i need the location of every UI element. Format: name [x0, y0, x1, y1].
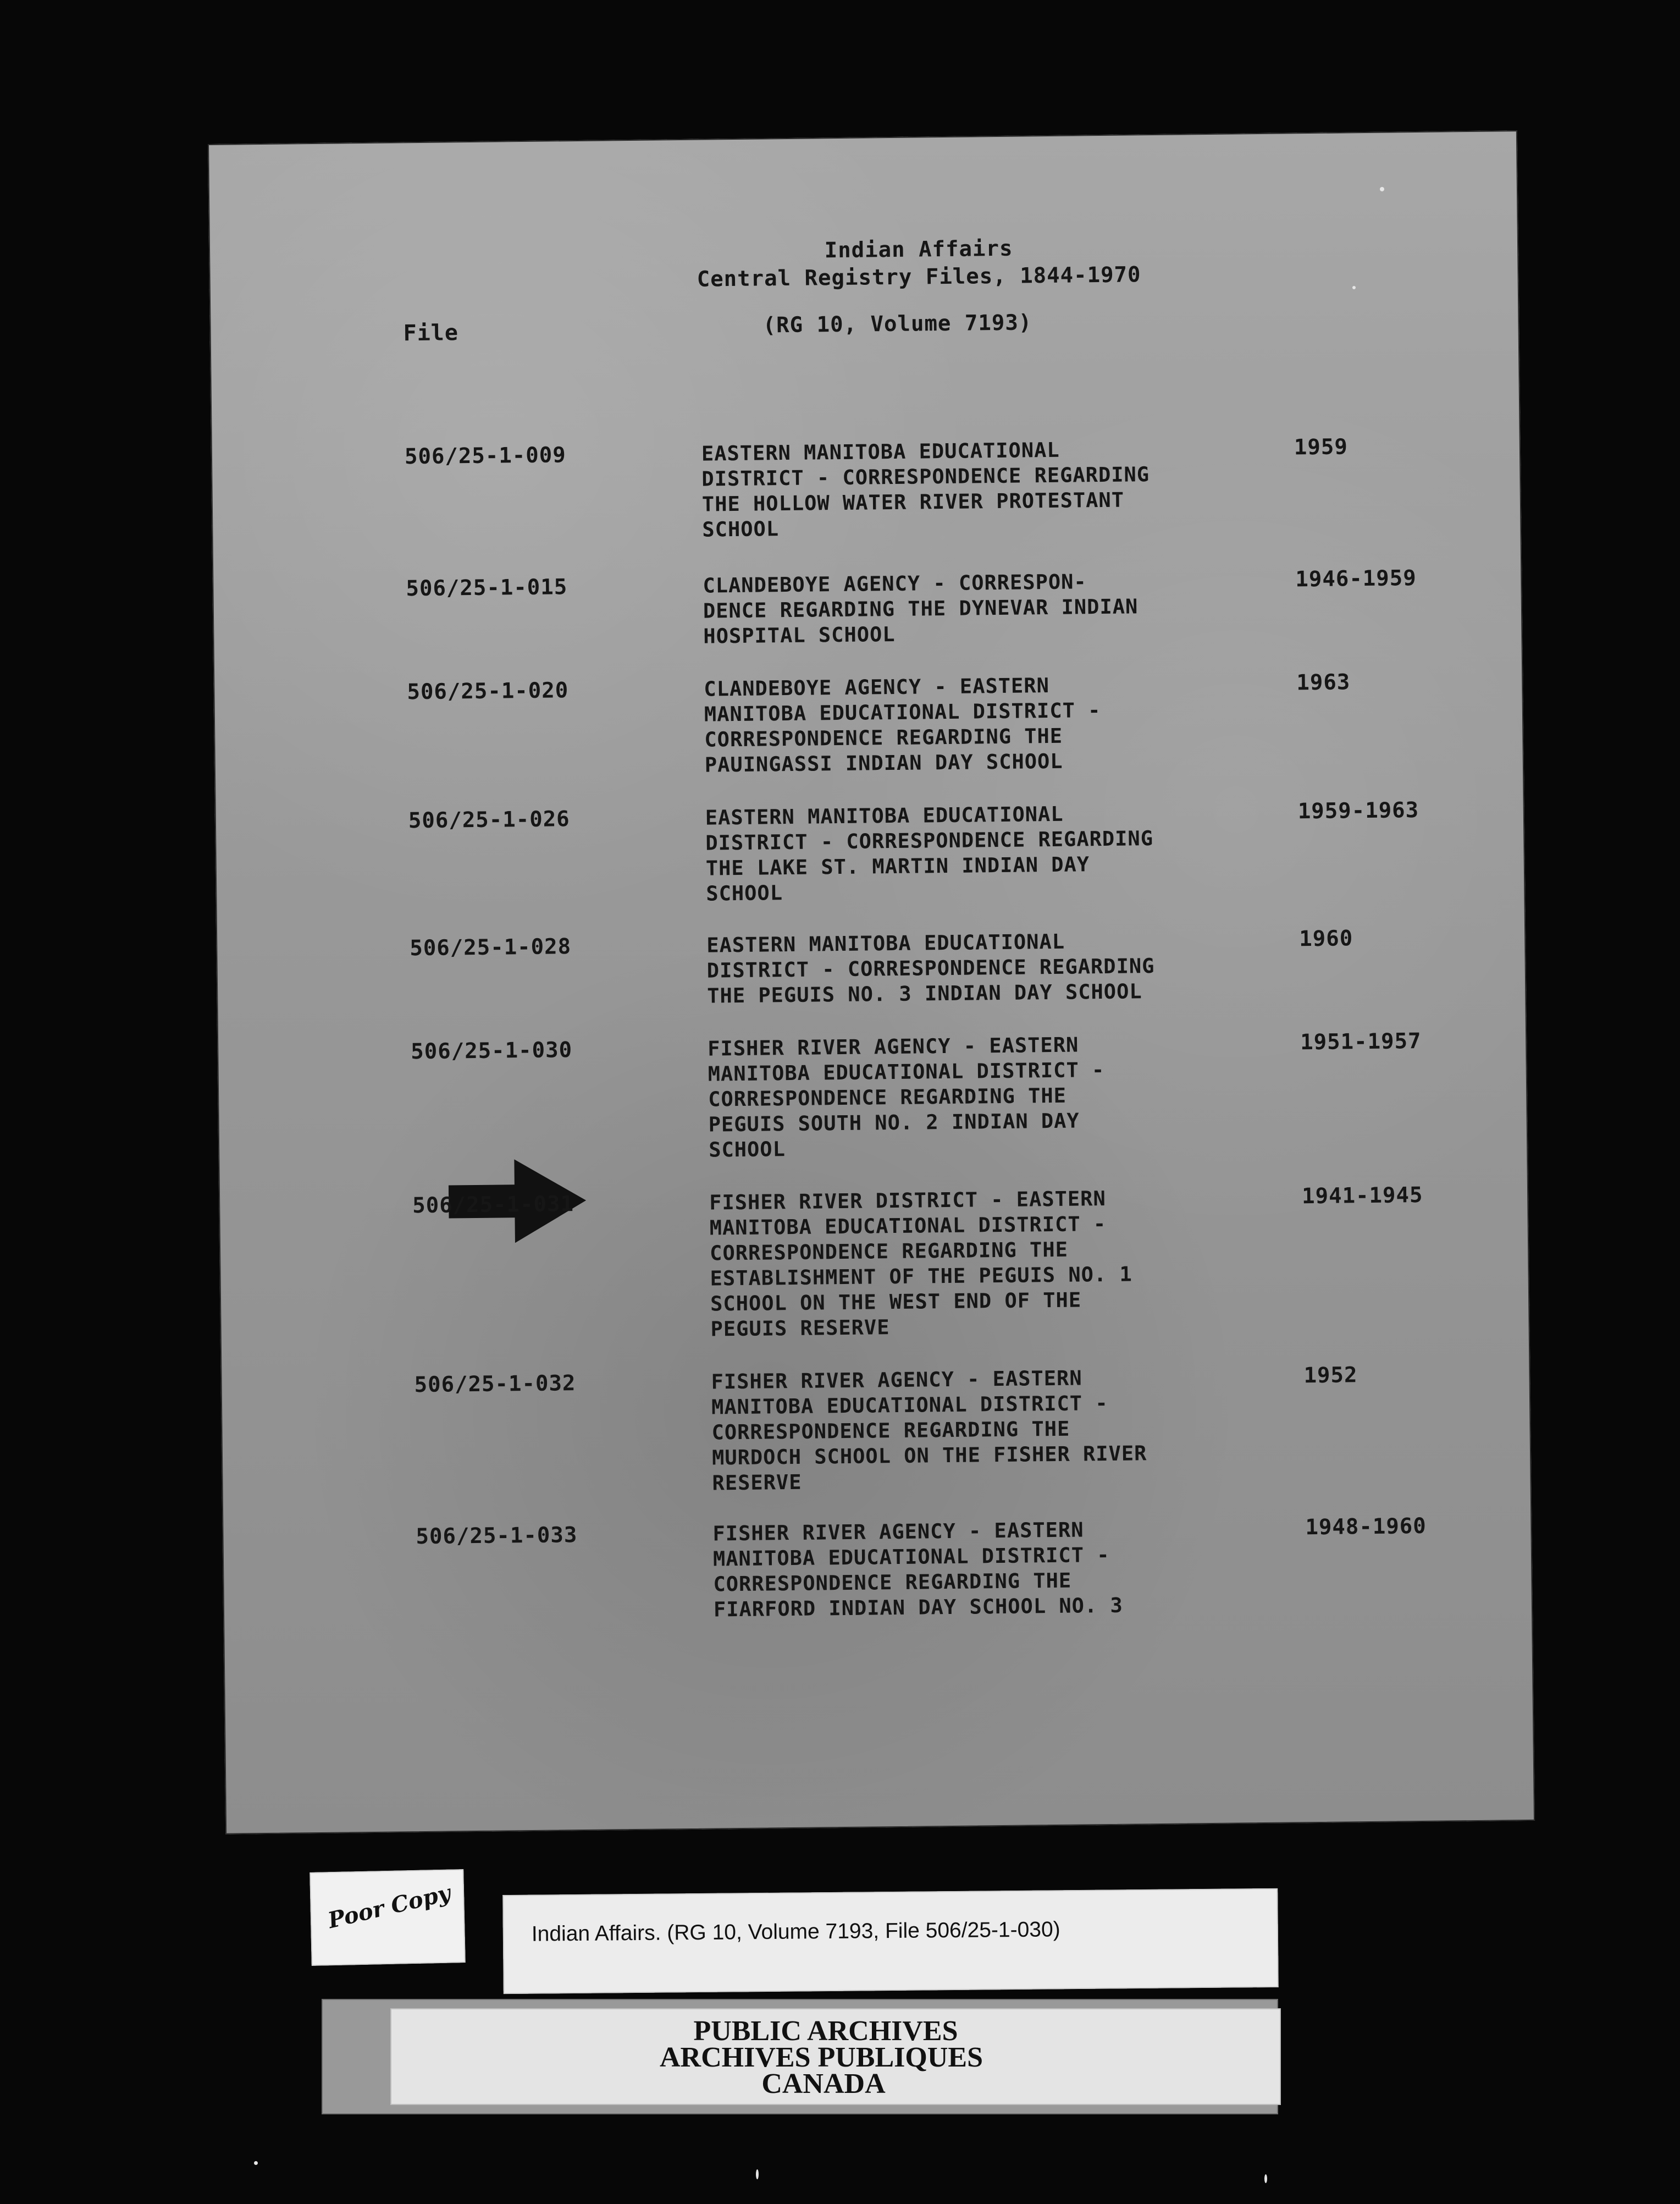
file-description	[701, 435, 1296, 542]
file-description	[704, 670, 1298, 778]
registry-entry	[213, 668, 1524, 814]
volume-reference: (RG 10, Volume 7193)	[762, 310, 1032, 338]
stamp-line-3: CANADA	[761, 2068, 886, 2100]
registry-entry	[220, 1361, 1531, 1507]
description-line: MANITOBA EDUCATIONAL DISTRICT -	[711, 1391, 1108, 1419]
handwritten-label	[310, 1869, 465, 1966]
file-description	[706, 927, 1301, 1009]
file-number: 506/25-1-028	[410, 934, 572, 961]
date-range: 1941-1945	[1301, 1182, 1423, 1209]
description-line: FISHER RIVER DISTRICT - EASTERN	[709, 1186, 1106, 1215]
description-line: RESERVE	[712, 1470, 802, 1495]
description-line: CORRESPONDENCE REGARDING THE	[708, 1083, 1067, 1111]
file-description	[705, 799, 1300, 906]
description-line: ESTABLISHMENT OF THE PEGUIS NO. 1	[710, 1262, 1132, 1291]
file-number: 506/25-1-031	[412, 1192, 574, 1219]
file-number: 506/25-1-020	[407, 678, 569, 705]
date-range: 1951-1957	[1300, 1028, 1422, 1055]
description-line: SCHOOL	[702, 517, 780, 542]
file-number: 506/25-1-033	[416, 1523, 578, 1550]
registry-entry	[215, 797, 1526, 943]
handwritten-note: Poor Copy	[325, 1880, 454, 1934]
stamp-line-1: PUBLIC ARCHIVES	[693, 2015, 958, 2047]
description-line: SCHOOL ON THE WEST END OF THE	[710, 1288, 1082, 1316]
description-line: THE HOLLOW WATER RIVER PROTESTANT	[701, 488, 1125, 516]
film-speck	[1380, 187, 1384, 191]
document-page	[208, 130, 1535, 1834]
file-description	[709, 1184, 1305, 1342]
film-speck	[254, 2161, 258, 2165]
description-line: MANITOBA EDUCATIONAL DISTRICT -	[712, 1542, 1110, 1571]
description-line: EASTERN MANITOBA EDUCATIONAL	[705, 802, 1064, 830]
file-description	[703, 567, 1297, 649]
description-line: CORRESPONDENCE REGARDING THE	[704, 724, 1063, 752]
file-number: 506/25-1-026	[408, 807, 570, 834]
description-line: THE LAKE ST. MARTIN INDIAN DAY	[705, 852, 1090, 880]
description-line: SCHOOL	[708, 1137, 786, 1162]
description-line: FISHER RIVER AGENCY - EASTERN	[708, 1033, 1079, 1061]
date-range: 1959	[1294, 434, 1349, 460]
film-speck	[756, 2169, 759, 2179]
document-title-line-2: Central Registry Files, 1844-1970	[697, 262, 1141, 292]
file-description	[708, 1030, 1302, 1162]
description-line: PAUINGASSI INDIAN DAY SCHOOL	[704, 749, 1063, 777]
description-line: MANITOBA EDUCATIONAL DISTRICT -	[708, 1058, 1105, 1086]
file-number: 506/25-1-030	[411, 1038, 573, 1065]
registry-entry	[217, 1028, 1528, 1173]
description-line: FISHER RIVER AGENCY - EASTERN	[712, 1518, 1084, 1546]
description-line: MANITOBA EDUCATIONAL DISTRICT -	[709, 1211, 1107, 1240]
description-line: THE PEGUIS NO. 3 INDIAN DAY SCHOOL	[707, 979, 1142, 1008]
description-line: FISHER RIVER AGENCY - EASTERN	[711, 1366, 1082, 1394]
film-speck	[1264, 2174, 1267, 2183]
description-line: DISTRICT - CORRESPONDENCE REGARDING	[701, 462, 1150, 491]
description-line: DISTRICT - CORRESPONDENCE REGARDING	[706, 954, 1155, 983]
file-description	[711, 1363, 1306, 1496]
file-number: 506/25-1-032	[414, 1371, 576, 1398]
registry-entry	[219, 1182, 1529, 1341]
description-line: MANITOBA EDUCATIONAL DISTRICT -	[704, 698, 1101, 726]
description-line: PEGUIS RESERVE	[710, 1315, 890, 1341]
description-line: SCHOOL	[706, 881, 783, 906]
date-range: 1963	[1296, 670, 1351, 696]
description-line: EASTERN MANITOBA EDUCATIONAL	[701, 438, 1060, 466]
description-line: FIARFORD INDIAN DAY SCHOOL NO. 3	[713, 1593, 1123, 1622]
description-line: MURDOCH SCHOOL ON THE FISHER RIVER	[711, 1441, 1147, 1470]
citation-text: Indian Affairs. (RG 10, Volume 7193, File 506/25-1-030)	[531, 1918, 1060, 1946]
date-range: 1960	[1299, 926, 1353, 952]
description-line: CORRESPONDENCE REGARDING THE	[709, 1237, 1069, 1265]
description-line: PEGUIS SOUTH NO. 2 INDIAN DAY	[708, 1109, 1080, 1137]
date-range: 1952	[1303, 1363, 1358, 1388]
date-range: 1946-1959	[1295, 566, 1417, 592]
description-line: CLANDEBOYE AGENCY - CORRESPON-	[703, 570, 1087, 598]
date-range: 1948-1960	[1305, 1513, 1427, 1540]
file-number: 506/25-1-015	[406, 575, 568, 602]
description-line: CORRESPONDENCE REGARDING THE	[713, 1568, 1072, 1596]
file-description	[712, 1515, 1307, 1622]
description-line: HOSPITAL SCHOOL	[703, 622, 896, 648]
description-line: DISTRICT - CORRESPONDENCE REGARDING	[705, 826, 1154, 855]
registry-entry	[211, 433, 1522, 578]
date-range: 1959-1963	[1297, 797, 1419, 824]
description-line: CORRESPONDENCE REGARDING THE	[711, 1417, 1070, 1445]
citation-label	[502, 1888, 1279, 1994]
description-line: EASTERN MANITOBA EDUCATIONAL	[706, 929, 1065, 957]
file-column-label: File	[403, 320, 459, 346]
description-line: CLANDEBOYE AGENCY - EASTERN	[704, 674, 1050, 701]
file-number: 506/25-1-009	[404, 443, 566, 470]
description-line: DENCE REGARDING THE DYNEVAR INDIAN	[703, 594, 1139, 623]
registry-entry	[222, 1513, 1533, 1658]
stamp-line-2: ARCHIVES PUBLIQUES	[659, 2042, 983, 2073]
film-speck	[1352, 286, 1356, 289]
document-title-line-1: Indian Affairs	[824, 236, 1013, 263]
archive-stamp	[390, 2008, 1281, 2105]
